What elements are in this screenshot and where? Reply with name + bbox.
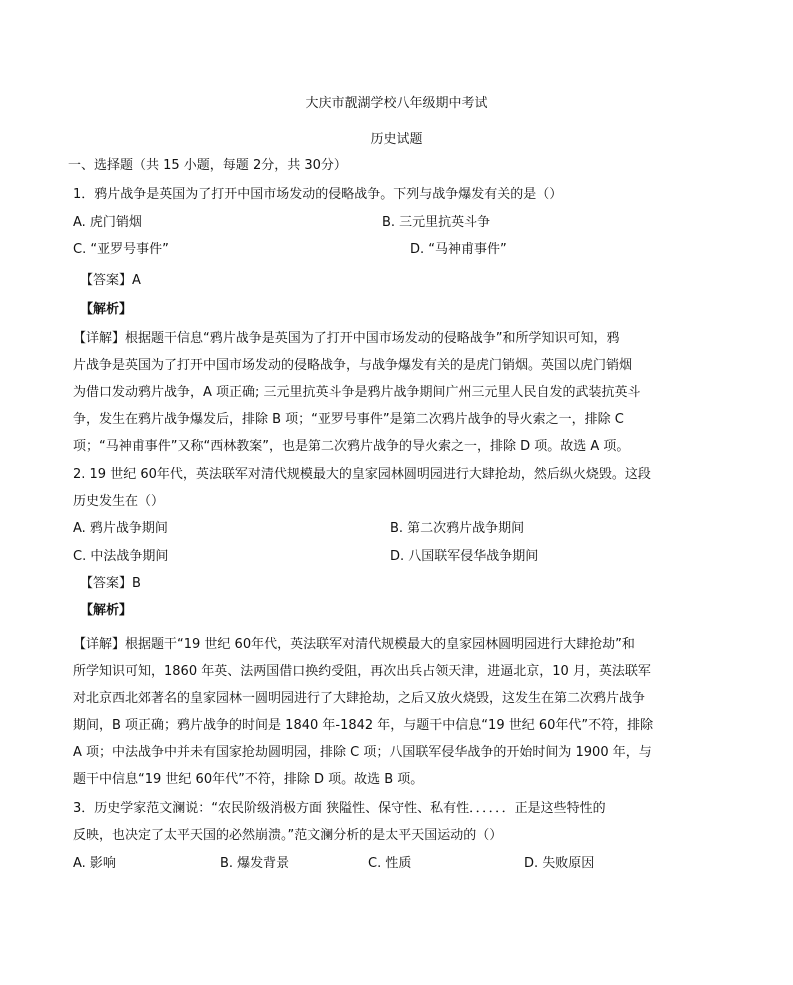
question-2-option-d: D. 八国联军侵华战争期间 <box>390 549 539 564</box>
question-2-analysis-label: 【解析】 <box>80 603 133 618</box>
question-2-option-c: C. 中法战争期间 <box>73 549 169 564</box>
question-1-analysis-label: 【解析】 <box>80 302 133 317</box>
question-1-detail-line: 【详解】根据题干信息“鸦片战争是英国为了打开中国市场发动的侵略战争”和所学知识可知，鸦 <box>73 331 620 346</box>
exam-subtitle: 历史试题 <box>370 132 423 147</box>
question-3-option-a: A. 影响 <box>73 856 116 871</box>
exam-title: 大庆市靓湖学校八年级期中考试 <box>305 96 488 111</box>
question-2-detail-line: A 项；中法战争中并未有国家抢劫圆明园，排除 C 项；八国联军侵华战争的开始时间为 1900 年，与 <box>73 745 652 760</box>
question-1-option-c: C. “亚罗号事件” <box>73 242 169 257</box>
question-1-detail-line: 片战争是英国为了打开中国市场发动的侵略战争，与战争爆发有关的是虎门销烟。英国以虎门销烟 <box>73 358 633 373</box>
question-2-stem-cont: 历史发生在（） <box>73 494 165 509</box>
question-2-detail-line: 所学知识可知，1860 年英、法两国借口换约受阻，再次出兵占领天津，进逼北京，10 月，英法联军 <box>73 664 651 679</box>
question-3-stem-cont: 反映，也决定了太平天国的必然崩溃。”范文澜分析的是太平天国运动的（） <box>73 828 503 843</box>
question-2-stem: 2. 19 世纪 60年代，英法联军对清代规模最大的皇家园林圆明园进行大肆抢劫，然后纵火烧毁。这段 <box>73 467 651 482</box>
question-1-detail-line: 为借口发动鸦片战争，A 项正确; 三元里抗英斗争是鸦片战争期间广州三元里人民自发的武装抗英斗 <box>73 385 641 400</box>
question-2-option-a: A. 鸦片战争期间 <box>73 521 168 536</box>
question-1-option-a: A. 虎门销烟 <box>73 215 142 230</box>
question-2-detail-line: 期间，B 项正确；鸦片战争的时间是 1840 年-1842 年，与题干中信息“19 世纪 60年代”不符，排除 <box>73 718 654 733</box>
question-1-stem: 1．鸦片战争是英国为了打开中国市场发动的侵略战争。下列与战争爆发有关的是（） <box>73 187 563 202</box>
question-3-stem: 3．历史学家范文澜说：“农民阶级消极方面 狭隘性、保守性、私有性．．．．．．正是这些特性的 <box>73 801 606 816</box>
section-heading: 一、选择题（共 15 小题，每题 2分，共 30分） <box>68 158 347 173</box>
question-1-detail-line: 争，发生在鸦片战争爆发后，排除 B 项；“亚罗号事件”是第二次鸦片战争的导火索之一，排除 C <box>73 412 624 427</box>
question-2-option-b: B. 第二次鸦片战争期间 <box>390 521 525 536</box>
question-1-option-d: D. “马神甫事件” <box>410 242 507 257</box>
question-3-option-c: C. 性质 <box>368 856 412 871</box>
question-2-detail-line: 对北京西北郊著名的皇家园林一圆明园进行了大肆抢劫，之后又放火烧毁，这发生在第二次鸦片战争 <box>73 691 646 706</box>
question-1-answer: 【答案】A <box>80 273 141 288</box>
question-2-answer: 【答案】B <box>80 576 141 591</box>
question-2-detail-line: 题干中信息“19 世纪 60年代”不符，排除 D 项。故选 B 项。 <box>73 772 424 787</box>
question-1-option-b: B. 三元里抗英斗争 <box>382 215 491 230</box>
question-1-detail-line: 项；“马神甫事件”又称“西林教案”，也是第二次鸦片战争的导火索之一，排除 D 项。故选 A 项。 <box>73 439 630 454</box>
question-3-option-b: B. 爆发背景 <box>220 856 290 871</box>
question-2-detail-line: 【详解】根据题干“19 世纪 60年代，英法联军对清代规模最大的皇家园林圆明园进行大肆抢劫”和 <box>73 637 635 652</box>
question-3-option-d: D. 失败原因 <box>524 856 595 871</box>
